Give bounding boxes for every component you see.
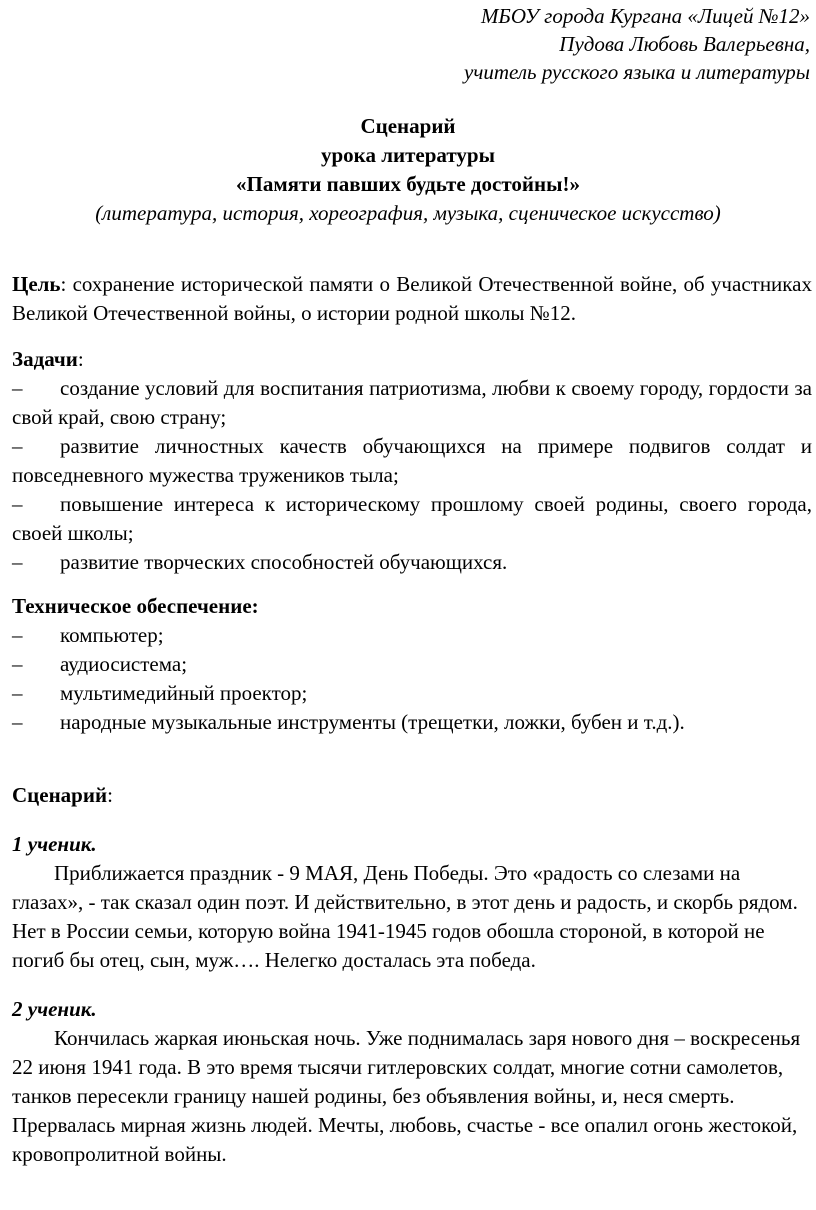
- equipment-section: [12, 592, 812, 737]
- dash-bullet: –: [12, 710, 23, 734]
- dash-bullet: –: [12, 550, 23, 574]
- document-body: [12, 270, 812, 1169]
- dash-bullet: –: [12, 652, 23, 676]
- scenario-colon: :: [107, 783, 113, 807]
- list-item: – мультимедийный проектор;: [12, 679, 812, 708]
- goal-paragraph: [12, 270, 812, 328]
- author-header: [464, 2, 810, 86]
- author-name: Пудова Любовь Валерьевна,: [559, 32, 810, 56]
- equipment-label: Техническое обеспечение:: [12, 594, 259, 618]
- author-position: учитель русского языка и литературы: [464, 60, 810, 84]
- scenario-heading: [12, 781, 812, 810]
- list-item: – аудиосистема;: [12, 650, 812, 679]
- dash-bullet: –: [12, 434, 23, 458]
- goal-text: : сохранение исторической памяти о Великой Отечественной войне, об участниках Великой Отечественной войны, о истории родной школы №12.: [12, 272, 812, 325]
- tasks-list: [12, 374, 812, 577]
- title-block: [0, 112, 816, 228]
- school-name: МБОУ города Кургана «Лицей №12»: [480, 4, 810, 28]
- student1-label: 1 ученик.: [12, 832, 97, 856]
- list-item: – компьютер;: [12, 621, 812, 650]
- lesson-title: «Памяти павших будьте достойны!»: [236, 172, 580, 196]
- doc-subject: урока литературы: [321, 143, 495, 167]
- dash-bullet: –: [12, 492, 23, 516]
- tasks-label: Задачи: [12, 347, 78, 371]
- student2-section: [12, 995, 812, 1169]
- dash-bullet: –: [12, 681, 23, 705]
- equipment-list: [12, 621, 812, 737]
- list-item: – создание условий для воспитания патриотизма, любви к своему городу, гордости за свой край, свою страну;: [12, 376, 812, 429]
- list-item: – народные музыкальные инструменты (трещетки, ложки, бубен и т.д.).: [12, 708, 812, 737]
- list-item: – повышение интереса к историческому прошлому своей родины, своего города, своей школы;: [12, 492, 812, 545]
- student1-section: [12, 830, 812, 975]
- student2-text: Кончилась жаркая июньская ночь. Уже поднималась заря нового дня – воскресенья 22 июня 1941 года. В это время тысячи гитлеровских солдат, многие сотни самолетов, танков пересекли границу нашей родины, без объявления войны, и, неся смерть. Прервалась мирная жизнь людей. Мечты, любовь, счастье - все опалил огонь жестокой, кровопролитной войны.: [12, 1026, 801, 1166]
- list-item: – развитие творческих способностей обучающихся.: [12, 548, 812, 577]
- scenario-label: Сценарий: [12, 783, 108, 807]
- goal-label: Цель: [12, 272, 61, 296]
- tasks-colon: :: [77, 347, 84, 371]
- disciplines-subtitle: (литература, история, хореография, музыка, сценическое искусство): [95, 201, 721, 225]
- dash-bullet: –: [12, 376, 23, 400]
- dash-bullet: –: [12, 623, 23, 647]
- student1-text: Приближается праздник - 9 МАЯ, День Победы. Это «радость со слезами на глазах», - так сказал один поэт. И действительно, в этот день и радость, и скорбь рядом. Нет в России семьи, которую война 1941-1945 годов обошла стороной, в которой не погиб бы отец, сын, муж…. Нелегко досталась эта победа.: [12, 861, 798, 972]
- doc-title: Сценарий: [360, 114, 456, 138]
- student2-label: 2 ученик.: [12, 997, 97, 1021]
- tasks-section: [12, 345, 812, 577]
- list-item: – развитие личностных качеств обучающихся на примере подвигов солдат и повседневного мужества тружеников тыла;: [12, 434, 812, 487]
